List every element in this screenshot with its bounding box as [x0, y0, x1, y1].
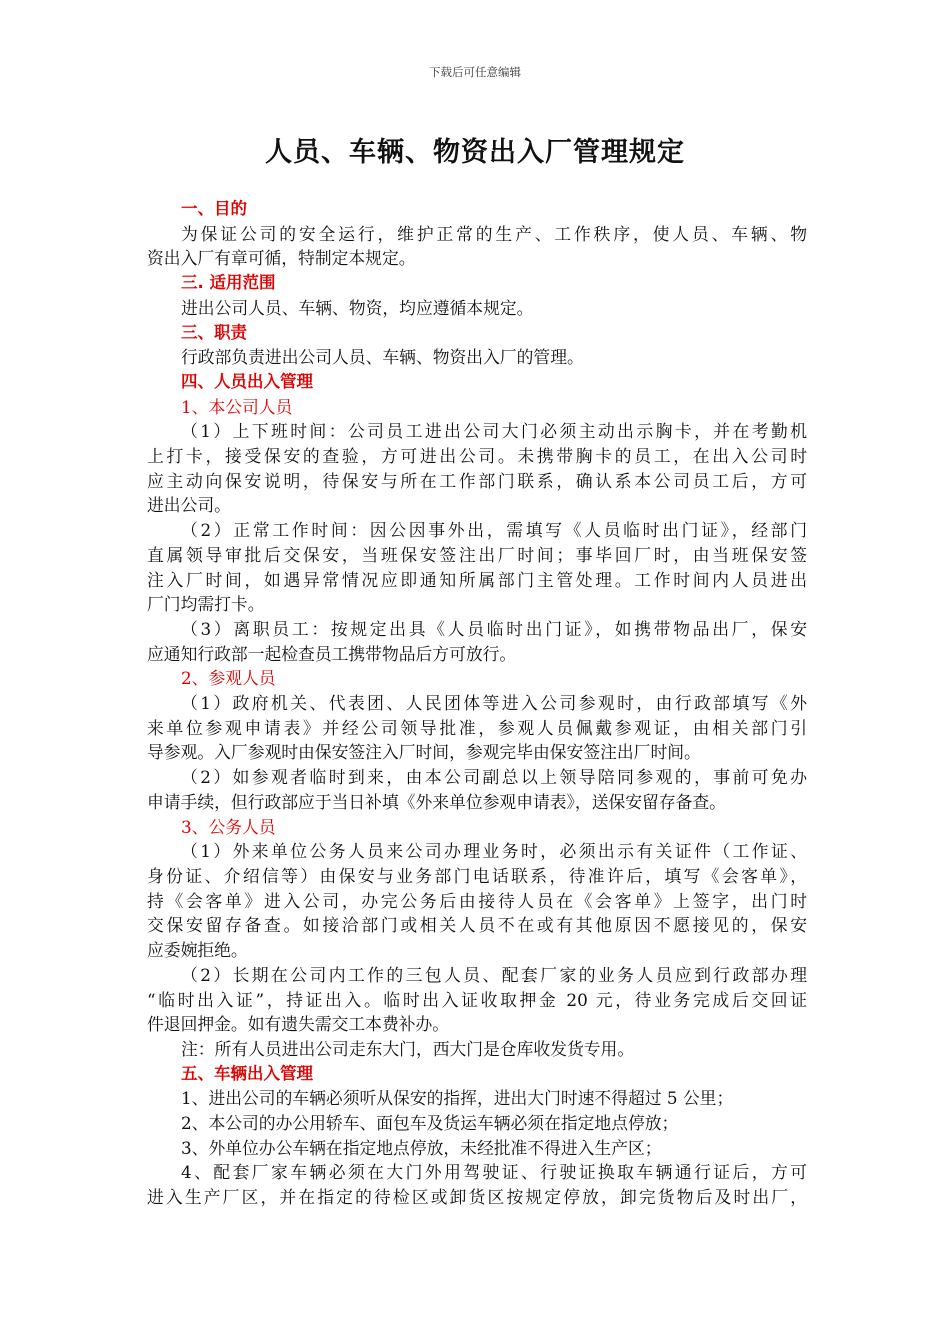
paragraph-line: 进入生产厂区，并在指定的待检区或卸货区按规定停放，卸完货物后及时出厂，	[147, 1187, 807, 1208]
paragraph-line: 2、本公司的办公用轿车、面包车及货运车辆必须在指定地点停放；	[181, 1113, 679, 1134]
header-note: 下载后可任意编辑	[429, 65, 521, 79]
paragraph-line: 来单位参观申请表》并经公司领导批准，参观人员佩戴参观证，由相关部门引	[147, 717, 807, 738]
section-heading: 四、人员出入管理	[181, 371, 313, 391]
section-heading: 五、车辆出入管理	[181, 1063, 313, 1083]
subsection-heading: 2、参观人员	[181, 668, 276, 689]
section-heading: 三. 适用范围	[181, 273, 276, 293]
paragraph-line: 资出入厂有章可循，特制定本规定。	[147, 248, 416, 269]
document-title: 人员、车辆、物资出入厂管理规定	[265, 137, 685, 168]
paragraph-line: 进出公司人员、车辆、物资，均应遵循本规定。	[181, 297, 534, 318]
section-heading: 三、职责	[181, 322, 247, 342]
paragraph-line: （2）正常工作时间：因公因事外出，需填写《人员临时出门证》，经部门	[181, 520, 807, 541]
paragraph-line: 申请手续，但行政部应于当日补填《外来单位参观申请表》，送保安留存备查。	[147, 791, 726, 812]
paragraph-line: 交保安留存备查。如接洽部门或相关人员不在或有其他原因不愿接见的，保安	[147, 915, 807, 936]
paragraph-line: 行政部负责进出公司人员、车辆、物资出入厂的管理。	[181, 347, 584, 368]
paragraph-line: 为保证公司的安全运行，维护正常的生产、工作秩序，使人员、车辆、物	[181, 223, 807, 244]
paragraph-line: 1、进出公司的车辆必须听从保安的指挥，进出大门时速不得超过 5 公里；	[181, 1088, 734, 1109]
paragraph-line: （3）离职员工：按规定出具《人员临时出门证》，如携带物品出厂，保安	[181, 618, 807, 639]
paragraph-line: （1）外来单位公务人员来公司办理业务时，必须出示有关证件（工作证、	[181, 841, 807, 862]
paragraph-line: 身份证、介绍信等）由保安与业务部门电话联系，待准许后，填写《会客单》，	[147, 865, 807, 886]
paragraph-line: “临时出入证”，持证出入。临时出入证收取押金 20 元，待业务完成后交回证	[147, 989, 807, 1010]
paragraph-line: 导参观。入厂参观时由保安签注入厂时间，参观完毕由保安签注出厂时间。	[147, 742, 701, 763]
document-body	[147, 197, 807, 1210]
paragraph-line: 4、配套厂家车辆必须在大门外用驾驶证、行驶证换取车辆通行证后，方可	[181, 1162, 807, 1183]
paragraph-line: 应主动向保安说明，待保安与所在工作部门联系，确认系本公司员工后，方可	[147, 470, 807, 491]
paragraph-line: 注：所有人员进出公司走东大门，西大门是仓库收发货专用。	[181, 1038, 635, 1059]
paragraph-line: 件退回押金。如有遗失需交工本费补办。	[147, 1014, 450, 1035]
paragraph-line: （1）政府机关、代表团、人民团体等进入公司参观时，由行政部填写《外	[181, 693, 807, 714]
paragraph-line: 应委婉拒绝。	[147, 940, 248, 961]
paragraph-line: 进出公司。	[147, 495, 231, 516]
subsection-heading: 3、公务人员	[181, 816, 276, 837]
paragraph-line: （2）如参观者临时到来，由本公司副总以上领导陪同参观的，事前可免办	[181, 767, 807, 788]
paragraph-line: 厂门均需打卡。	[147, 594, 265, 615]
paragraph-line: 应通知行政部一起检查员工携带物品后方可放行。	[147, 643, 517, 664]
paragraph-line: （1）上下班时间：公司员工进出公司大门必须主动出示胸卡，并在考勤机	[181, 421, 807, 442]
paragraph-line: 注入厂时间，如遇异常情况应即通知所属部门主管处理。工作时间内人员进出	[147, 569, 807, 590]
section-heading: 一、目的	[181, 199, 247, 218]
paragraph-line: 直属领导审批后交保安，当班保安签注出厂时间；事毕回厂时，由当班保安签	[147, 544, 807, 565]
subsection-heading: 1、本公司人员	[181, 396, 293, 417]
paragraph-line: 上打卡，接受保安的查验，方可进出公司。未携带胸卡的员工，在出入公司时	[147, 446, 807, 467]
paragraph-line: （2）长期在公司内工作的三包人员、配套厂家的业务人员应到行政部办理	[181, 964, 807, 985]
paragraph-line: 3、外单位办公车辆在指定地点停放，未经批准不得进入生产区；	[181, 1137, 662, 1158]
paragraph-line: 持《会客单》进入公司，办完公务后由接待人员在《会客单》上签字，出门时	[147, 890, 807, 911]
